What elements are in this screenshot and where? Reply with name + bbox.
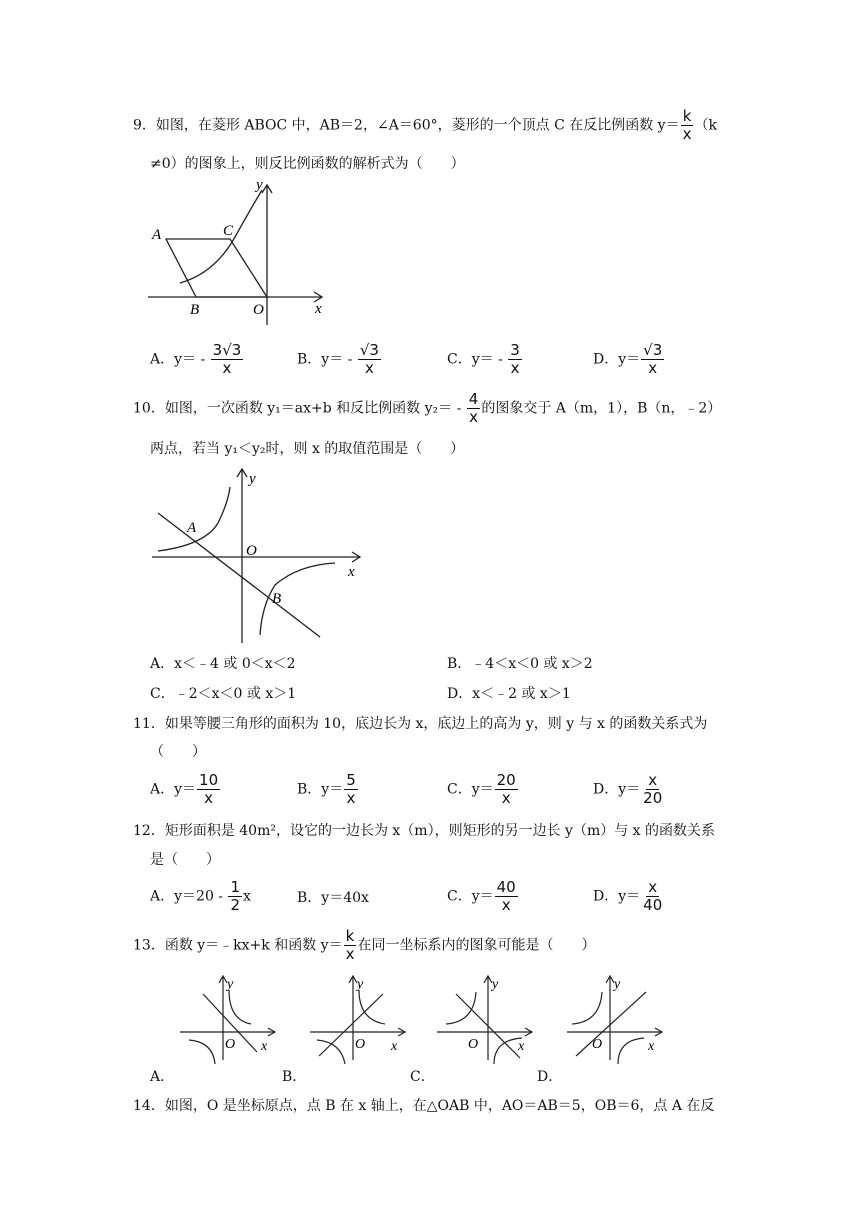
q10-option-a[interactable]: A．x＜﹣4 或 0＜x＜2 (150, 656, 296, 672)
option-prefix: y＝ (174, 781, 197, 798)
option-fraction (495, 879, 518, 914)
q10-label-x: x (348, 564, 355, 580)
option-label: B． (297, 781, 322, 798)
option-label: C． (447, 888, 472, 905)
fraction-denominator: x (346, 789, 356, 807)
q9-option-a[interactable] (150, 342, 244, 377)
q11-option-c[interactable] (447, 772, 519, 807)
q13-option-a-label[interactable]: A． (150, 1069, 175, 1085)
option-label: D． (593, 351, 619, 368)
x-axis-label: x (261, 1039, 268, 1054)
q10-stem-fraction (467, 391, 481, 426)
q9-label-c: C (223, 223, 234, 239)
origin-label: O (225, 1037, 236, 1052)
q11-option-d[interactable] (593, 772, 665, 807)
fraction-numerator: k (682, 107, 692, 125)
q10-figure (150, 465, 370, 645)
option-label: C． (447, 351, 472, 368)
q11-stem-line2: （ ） (150, 744, 206, 760)
option-prefix: y＝ - (471, 351, 508, 368)
fraction-numerator: √3 (643, 341, 663, 359)
option-label: B． (297, 351, 322, 368)
y-axis-label: y (614, 977, 621, 992)
option-fraction (495, 772, 518, 807)
hyperbola-branch (618, 1038, 644, 1064)
q12-option-a[interactable] (150, 879, 251, 914)
q10-option-c[interactable]: C．﹣2＜x＜0 或 x＞1 (150, 686, 297, 702)
fraction-denominator: x (345, 945, 355, 963)
q9-stem-line1 (133, 108, 717, 143)
q10-label-y: y (249, 471, 256, 487)
q9-stem-line2: ≠0）的图象上，则反比例函数的解析式为（ ） (150, 156, 465, 172)
x-axis-label: x (648, 1039, 655, 1054)
q9-option-c[interactable] (447, 342, 523, 377)
hyperbola-branch (317, 1040, 345, 1064)
q12-option-d[interactable] (593, 879, 665, 914)
fraction-numerator: 40 (496, 878, 516, 896)
q10-stem-text-end: 的图象交于 A（m，1），B（n，﹣2） (481, 400, 722, 417)
option-prefix: y＝ (321, 781, 344, 798)
q10-hyperbola-left (158, 487, 230, 551)
fraction-denominator: x (204, 789, 214, 807)
fraction-denominator: x (469, 408, 478, 426)
fraction-denominator: 2 (230, 896, 241, 914)
option-fraction (344, 772, 358, 807)
option-label: D． (593, 888, 619, 905)
q9-label-a: A (152, 227, 162, 243)
q13-stem-text: 13．函数 y＝﹣kx+k 和函数 y＝ (133, 937, 343, 954)
q11-stem-line1: 11．如果等腰三角形的面积为 10，底边长为 x，底边上的高为 y，则 y 与 x 的函数关系式为 (133, 716, 708, 732)
fraction-denominator: 40 (643, 896, 663, 914)
q9-rhombus (166, 239, 267, 297)
y-axis-label: y (492, 977, 499, 992)
q13-graph-c[interactable] (432, 972, 542, 1062)
q9-stem-fraction (681, 108, 694, 143)
q12-stem-line2: 是（ ） (150, 852, 220, 868)
q9-label-b: B (190, 302, 200, 318)
q10-stem-text: 10．如图，一次函数 y₁＝ax+b 和反比例函数 y₂＝ - (133, 400, 466, 417)
hyperbola-branch (572, 992, 602, 1024)
q13-option-c-label[interactable]: C． (410, 1069, 435, 1085)
q12-option-b[interactable] (297, 887, 369, 907)
option-prefix: y＝20 - (174, 888, 228, 905)
option-label: C． (447, 781, 472, 798)
q13-option-d-label[interactable]: D． (537, 1069, 563, 1085)
option-prefix: y＝ (618, 888, 641, 905)
q13-option-b-label[interactable]: B． (282, 1069, 307, 1085)
origin-label: O (468, 1037, 479, 1052)
linear-function (576, 992, 646, 1056)
q9-figure (140, 175, 340, 325)
option-fraction (358, 342, 381, 377)
q10-label-o: O (246, 543, 257, 559)
q11-option-a[interactable] (150, 772, 221, 807)
fraction-denominator: x (501, 789, 511, 807)
q9-stem-text-end: （k (694, 117, 717, 134)
option-fraction (508, 342, 522, 377)
fraction-numerator: x (648, 878, 658, 896)
q13-stem-line1 (133, 928, 595, 963)
fraction-numerator: x (648, 771, 658, 789)
option-prefix: y＝ (618, 351, 641, 368)
option-fraction (641, 879, 664, 914)
option-fraction (641, 772, 664, 807)
option-label: B． (297, 890, 322, 906)
fraction-numerator: k (345, 927, 355, 945)
fraction-denominator: 20 (643, 789, 663, 807)
y-axis-label: y (227, 977, 234, 992)
hyperbola-branch (189, 1040, 215, 1064)
option-fraction (641, 342, 664, 377)
x-axis-label: x (391, 1039, 398, 1054)
q9-option-d[interactable] (593, 342, 665, 377)
fraction-numerator: 3 (510, 341, 520, 359)
fraction-denominator: x (364, 359, 374, 377)
q9-stem-text: 9．如图，在菱形 ABOC 中，AB＝2，∠A＝60°，菱形的一个顶点 C 在反比例函数 y＝ (133, 117, 680, 134)
origin-label: O (592, 1037, 603, 1052)
option-prefix: y＝ - (321, 351, 357, 368)
fraction-numerator: 10 (199, 771, 219, 789)
fraction-numerator: 5 (346, 771, 356, 789)
q9-label-o: O (253, 302, 264, 318)
fraction-numerator: √3 (359, 341, 379, 359)
option-label: A． (150, 888, 175, 905)
q10-label-a: A (187, 520, 197, 536)
option-fraction (211, 342, 244, 377)
y-axis-label: y (357, 977, 364, 992)
origin-label: O (355, 1037, 366, 1052)
q10-linear-function (158, 513, 320, 637)
q14-stem-line1: 14．如图，O 是坐标原点，点 B 在 x 轴上，在△OAB 中，AO＝AB＝5，OB＝6，点 A 在反 (133, 1098, 715, 1114)
q10-option-d[interactable]: D．x＜﹣2 或 x＞1 (447, 686, 571, 702)
x-axis-label: x (518, 1039, 525, 1054)
q12-stem-line1: 12．矩形面积是 40m²，设它的一边长为 x（m），则矩形的另一边长 y（m）与 x 的函数关系 (133, 823, 716, 839)
q10-stem-line1 (133, 391, 721, 426)
q9-label-y: y (256, 177, 263, 193)
fraction-denominator: x (510, 359, 520, 377)
q13-stem-fraction (344, 928, 357, 963)
q11-option-b[interactable] (297, 772, 359, 807)
fraction-denominator: x (648, 359, 658, 377)
q13-stem-text-end: 在同一坐标系内的图象可能是（ ） (357, 937, 596, 954)
q9-label-x: x (315, 301, 322, 317)
fraction-denominator: x (501, 896, 511, 914)
q10-option-b[interactable]: B．﹣4＜x＜0 或 x＞2 (447, 656, 593, 672)
hyperbola-branch (446, 992, 476, 1024)
option-prefix: y＝ (471, 781, 494, 798)
option-text: y＝40x (321, 890, 369, 906)
option-label: A． (150, 781, 175, 798)
fraction-numerator: 3√3 (212, 341, 242, 359)
q10-label-b: B (272, 591, 282, 607)
q12-option-c[interactable] (447, 879, 519, 914)
q9-option-b[interactable] (297, 342, 382, 377)
option-prefix: y＝ (618, 781, 641, 798)
option-fraction (228, 879, 242, 914)
option-prefix: y＝ - (174, 351, 210, 368)
fraction-denominator: x (682, 125, 692, 143)
option-prefix: y＝ (471, 888, 494, 905)
option-label: A． (150, 351, 175, 368)
option-suffix: x (243, 888, 251, 905)
fraction-denominator: x (222, 359, 232, 377)
fraction-numerator: 1 (230, 878, 241, 896)
hyperbola-branch (229, 990, 251, 1024)
option-label: D． (593, 781, 619, 798)
linear-function (319, 994, 383, 1056)
q13-graph-d[interactable] (562, 972, 672, 1062)
q10-stem-line2: 两点，若当 y₁＜y₂时，则 x 的取值范围是（ ） (150, 441, 465, 457)
fraction-numerator: 20 (496, 771, 516, 789)
fraction-numerator: 4 (468, 390, 479, 408)
q13-graph-a[interactable] (175, 972, 285, 1062)
option-fraction (197, 772, 220, 807)
q13-graph-b[interactable] (305, 972, 415, 1062)
